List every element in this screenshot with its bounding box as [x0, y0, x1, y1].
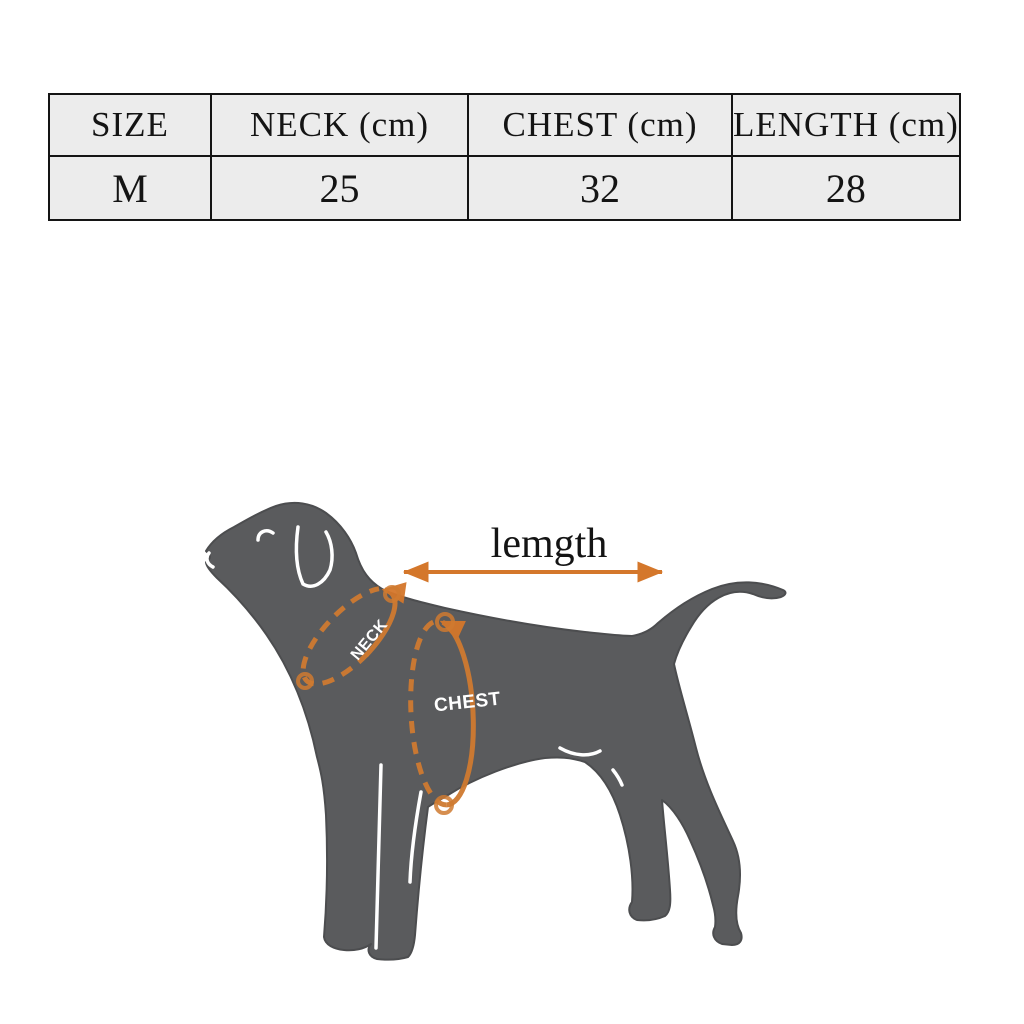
neck-label: NECK	[347, 616, 392, 664]
length-label: lemgth	[490, 521, 608, 567]
header-size: SIZE	[49, 94, 211, 156]
header-chest: CHEST (cm)	[468, 94, 732, 156]
chest-label: CHEST	[433, 688, 502, 717]
cell-length-value: 28	[732, 156, 960, 220]
cell-chest-value: 32	[468, 156, 732, 220]
header-length: LENGTH (cm)	[732, 94, 960, 156]
header-neck: NECK (cm)	[211, 94, 468, 156]
cell-size-value: M	[49, 156, 211, 220]
cell-neck-value: 25	[211, 156, 468, 220]
